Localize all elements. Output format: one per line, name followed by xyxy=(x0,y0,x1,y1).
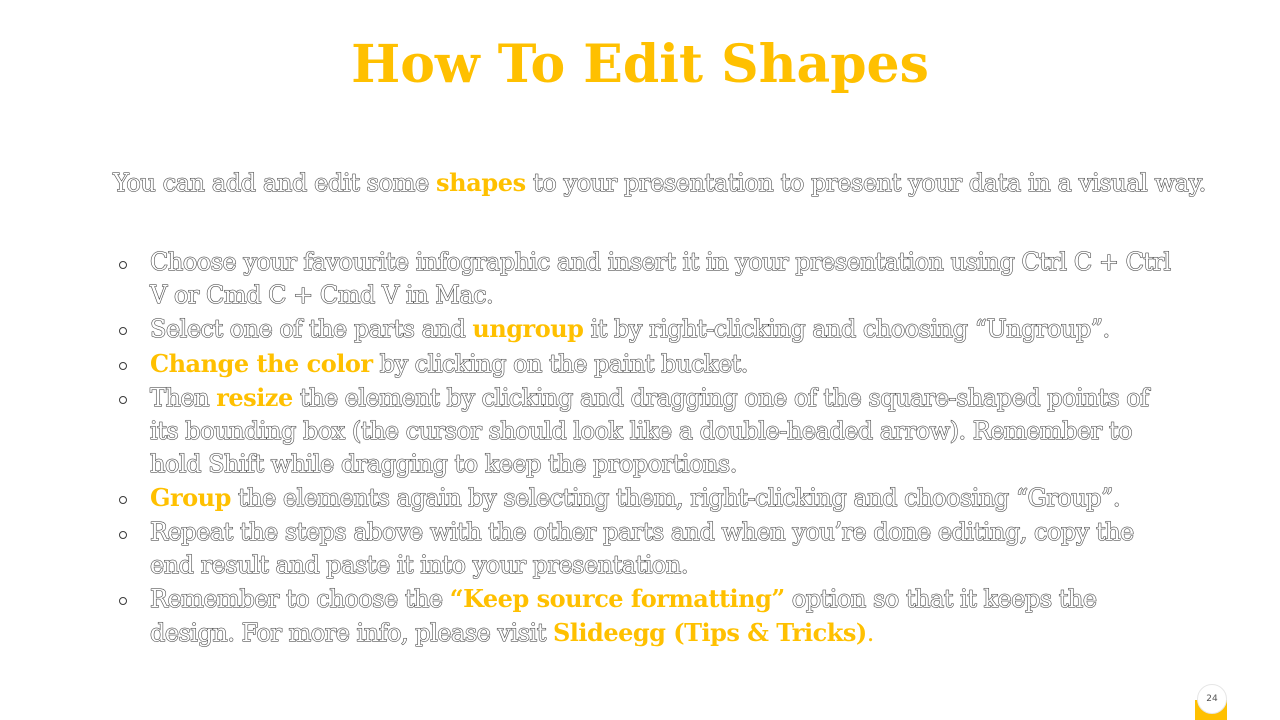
slideegg-link[interactable]: Slideegg (Tips & Tricks) xyxy=(552,618,867,648)
bullet-dot xyxy=(119,531,127,539)
list-item-text: the element by clicking and dragging one of the square-shaped points of its bounding box (the cursor should look like a double-headed arrow). Remember to hold Shift while dragging to keep the proportions. xyxy=(150,383,1149,479)
list-item-text: Repeat the steps above with the other parts and when you’re done editing, copy the end result and paste it into your presentation. xyxy=(150,517,1134,579)
bullet-dot xyxy=(119,496,127,504)
list-item xyxy=(150,381,1180,482)
list-item-highlight: Change the color xyxy=(150,348,373,378)
list-item-highlight: ungroup xyxy=(472,314,584,344)
list-item-text: Choose your favourite infographic and insert it in your presentation using Ctrl C + Ctrl V or Cmd C + Cmd V in Mac. xyxy=(150,248,1171,310)
list-item-text: by clicking on the paint bucket. xyxy=(372,349,748,378)
list-item-text: Select one of the parts and xyxy=(150,315,473,344)
list-item xyxy=(150,246,1180,312)
slide-title: How To Edit Shapes xyxy=(351,34,929,95)
list-item-highlight: resize xyxy=(216,382,293,412)
list-item-text: . xyxy=(866,619,874,648)
list-item xyxy=(150,481,1180,515)
instruction-list xyxy=(150,246,1180,650)
intro-highlight: shapes xyxy=(436,168,526,197)
page-number: 24 xyxy=(1197,684,1227,714)
list-item-text: option so that it keeps the design. For more info, please visit xyxy=(150,585,1097,648)
list-item-highlight: “Keep source formatting” xyxy=(449,584,785,614)
list-item xyxy=(150,516,1180,582)
intro-text-before: You can add and edit some xyxy=(113,169,437,197)
bullet-dot xyxy=(119,327,127,335)
list-item-text: the elements again by selecting them, right-clicking and choosing “Group”. xyxy=(230,484,1120,513)
list-item xyxy=(150,347,1180,381)
intro-text-after: to your presentation to present your data in a visual way. xyxy=(525,169,1206,197)
list-item xyxy=(150,582,1180,650)
bullet-dot xyxy=(119,261,127,269)
list-item-text: it by right-clicking and choosing “Ungroup”. xyxy=(583,315,1110,344)
list-item-highlight: Group xyxy=(150,483,231,513)
bullet-dot xyxy=(119,362,127,370)
list-item xyxy=(150,312,1180,346)
bullet-dot xyxy=(119,597,127,605)
bullet-dot xyxy=(119,396,127,404)
intro-paragraph xyxy=(113,166,1206,200)
list-item-text: Remember to choose the xyxy=(150,585,450,614)
list-item-text: Then xyxy=(150,383,217,412)
